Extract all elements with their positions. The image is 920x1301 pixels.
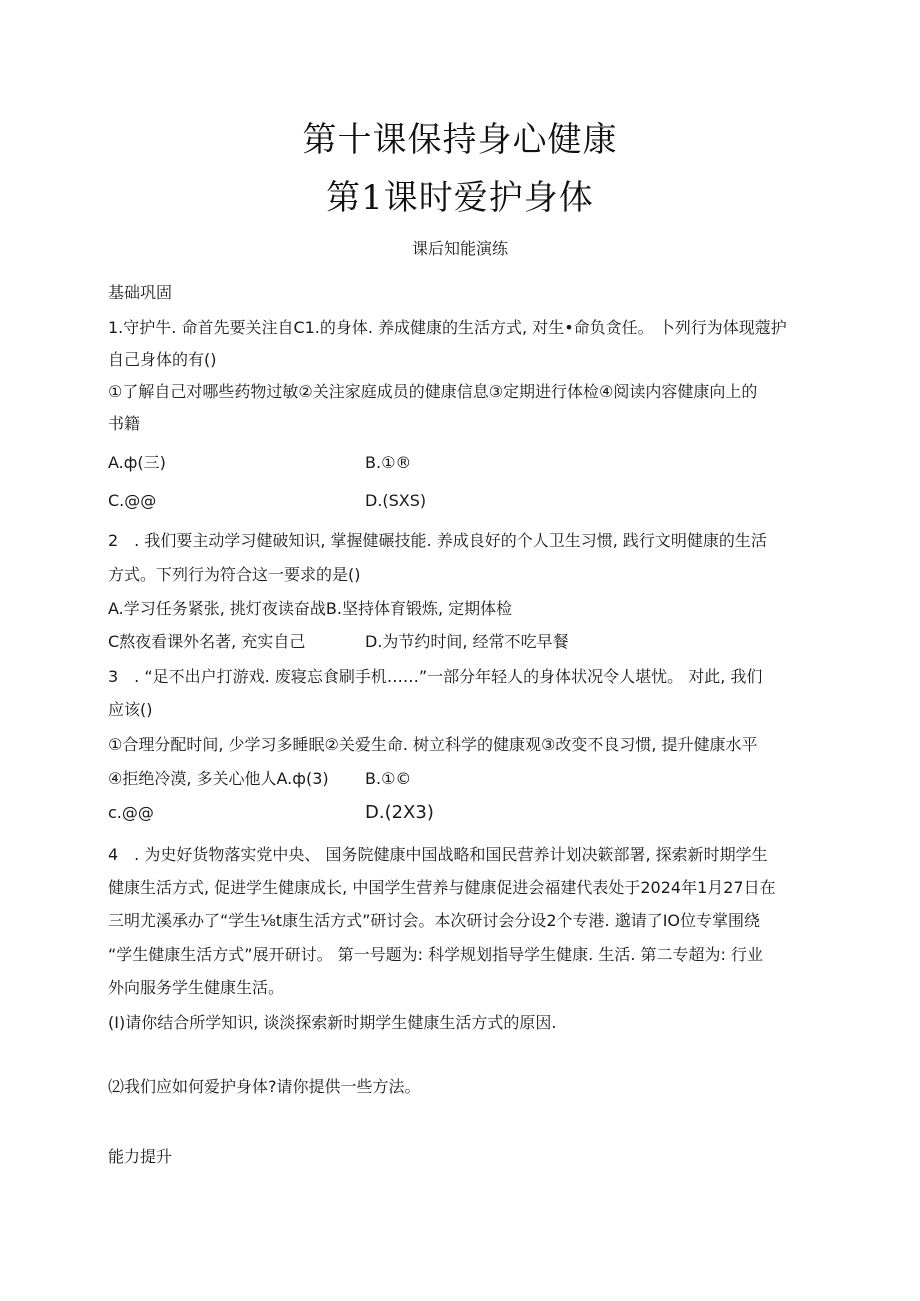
q3-option-c: c.@@: [108, 803, 154, 822]
q2-stem-line-2: 方式。下列行为符合这一要求的是(): [108, 565, 361, 584]
q1-option-a: A.ф(三): [108, 453, 166, 472]
q3-stem-line-2: 应该(): [108, 700, 153, 719]
q4-stem-line-1: 4 . 为史好货物落实党中央、 国务院健康中国战略和国民营养计划决簌部署, 探索新时期学生: [108, 845, 768, 864]
q3-items-line-2: ④拒绝冷漠, 多关心他人A.ф(3): [108, 769, 329, 788]
q2-option-c: C熬夜看课外名著, 充实自己: [108, 632, 306, 651]
q1-stem-line-1: 1.守护牛. 命首先要关注自C1.的身体. 养成健康的生活方式, 对生•命负贪任。 卜列行为体现蔻护: [108, 318, 787, 337]
q2-option-d: D.为节约时间, 经常不吃早餐: [365, 632, 569, 651]
q3-option-d: D.(2X3): [365, 802, 434, 823]
q1-option-d: D.(SXS): [365, 491, 427, 510]
q1-stem-line-2: 自己身体的有(): [108, 350, 217, 369]
q1-items-line-1: ①了解自己对哪些药物过敏②关注家庭成员的健康信息③定期进行体检④阅读内容健康向上的: [108, 382, 758, 401]
q3-option-b: B.①©: [365, 769, 412, 788]
q4-stem-line-2: 健康生活方式, 促进学生健康成长, 中国学生营养与健康促进会福建代表处于2024年1月27日在: [108, 878, 776, 897]
q4-subquestion-1: (I)请你结合所学知识, 谈淡探索新时期学生健康生活方式的原因.: [108, 1013, 557, 1032]
q4-subquestion-2: ⑵我们应如何爱护身体?请你提供一些方法。: [108, 1077, 421, 1096]
section-heading-basic: 基础巩固: [108, 283, 173, 302]
lesson-title: 第1课时爱护身体: [326, 178, 594, 218]
q4-stem-line-5: 外向服务学生健康生活。: [108, 978, 285, 997]
q1-option-b: B.①®: [365, 453, 412, 472]
q2-stem-line-1: 2 . 我们要主动学习健破知识, 掌握健碾技能. 养成良好的个人卫生习惯, 践行文明健康的生活: [108, 531, 767, 550]
q4-stem-line-4: “学生健康生活方式”展开研讨。 第一号题为: 科学规划指导学生健康. 生活. 第二专超为: 行业: [108, 945, 763, 964]
section-heading-ability: 能力提升: [108, 1147, 173, 1166]
q1-option-c: C.@@: [108, 491, 157, 510]
q4-stem-line-3: 三明尤溪承办了“学生⅛t康生活方式”研讨会。本次研讨会分设2个专港. 邈请了IO位专掌围绕: [108, 911, 761, 930]
q1-items-line-2: 书籍: [108, 414, 141, 433]
q2-options-ab: A.学习任务紧张, 挑灯夜读奋战B.坚持体育锻炼, 定期体检: [108, 599, 513, 618]
q3-items-line-1: ①合理分配时间, 少学习多睡眠②关爱生命. 树立科学的健康观③改变不良习惯, 提升健康水平: [108, 735, 758, 754]
q3-stem-line-1: 3 . “足不出户打游戏. 废寝忘食刷手机……”一部分年轻人的身体状况令人堪忧。 对此, 我们: [108, 667, 763, 686]
page-title: 第十课保持身心健康: [302, 120, 618, 160]
subtitle: 课后知能演练: [411, 239, 508, 258]
